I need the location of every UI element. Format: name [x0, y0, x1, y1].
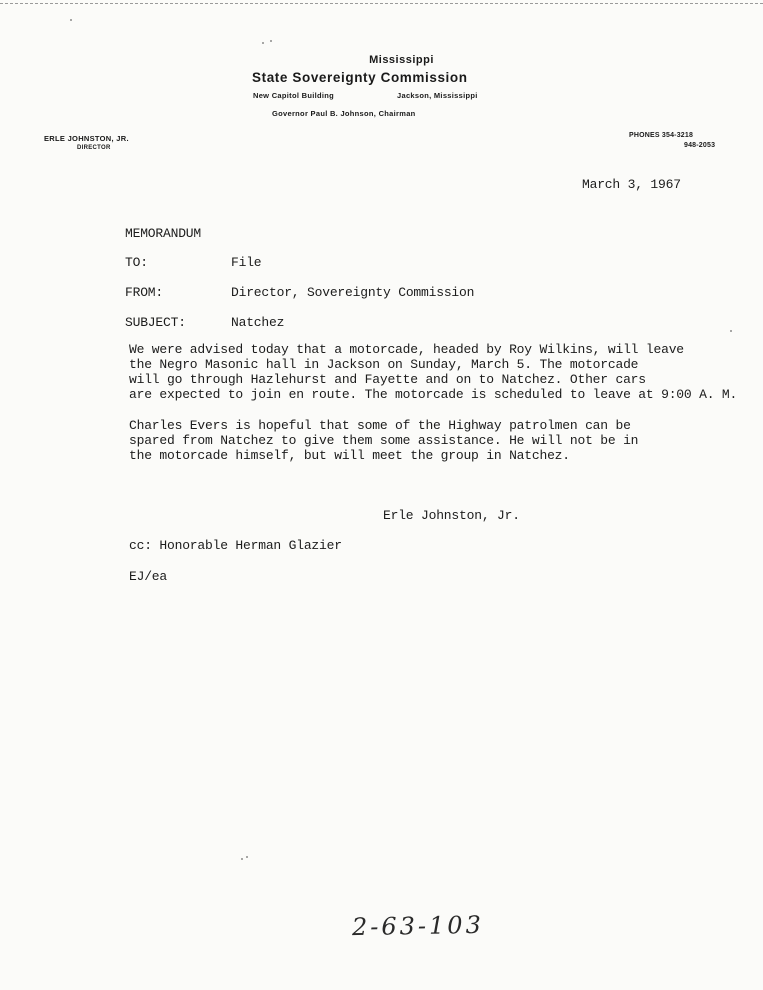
scan-speck: [262, 42, 264, 44]
handwritten-file-number: 2-63-103: [351, 910, 485, 942]
body-paragraph-2: [129, 418, 638, 463]
signature-name: Erle Johnston, Jr.: [383, 508, 520, 523]
top-edge-rule: [0, 3, 763, 4]
subject-value: Natchez: [231, 315, 285, 330]
typist-initials: EJ/ea: [129, 569, 168, 584]
body-line: the motorcade himself, but will meet the group in Natchez.: [129, 448, 570, 463]
scan-speck: [70, 19, 72, 21]
letterhead-phone-secondary: 948-2053: [684, 142, 716, 149]
letterhead-director-name: ERLE JOHNSTON, JR.: [44, 134, 129, 143]
letterhead-phone-primary: PHONES 354-3218: [629, 132, 694, 139]
body-line: Charles Evers is hopeful that some of the Highway patrolmen can be: [129, 418, 631, 433]
letterhead-address-building: New Capitol Building: [253, 91, 334, 100]
letterhead-governor: Governor Paul B. Johnson, Chairman: [272, 109, 416, 118]
body-line: will go through Hazlehurst and Fayette and on to Natchez. Other cars: [129, 372, 646, 387]
body-line: the Negro Masonic hall in Jackson on Sunday, March 5. The motorcade: [129, 357, 639, 372]
to-label: TO:: [125, 255, 148, 270]
from-label: FROM:: [125, 285, 164, 300]
memo-date: March 3, 1967: [582, 177, 681, 192]
body-line: are expected to join en route. The motorcade is scheduled to leave at 9:00 A. M.: [129, 387, 738, 402]
letterhead-organization: State Sovereignty Commission: [252, 70, 468, 85]
scan-speck: [246, 856, 248, 858]
memo-heading: MEMORANDUM: [125, 226, 202, 241]
scan-speck: [241, 858, 243, 860]
from-value: Director, Sovereignty Commission: [231, 285, 475, 300]
letterhead-address-city: Jackson, Mississippi: [397, 91, 478, 100]
body-line: We were advised today that a motorcade, headed by Roy Wilkins, will leave: [129, 342, 684, 357]
body-line: spared from Natchez to give them some assistance. He will not be in: [129, 433, 639, 448]
subject-label: SUBJECT:: [125, 315, 186, 330]
cc-line: cc: Honorable Herman Glazier: [129, 538, 342, 553]
to-value: File: [231, 255, 262, 270]
body-paragraph-1: [129, 342, 737, 402]
letterhead-state: Mississippi: [369, 54, 434, 66]
scan-speck: [270, 40, 272, 42]
letterhead-director-title: DIRECTOR: [77, 145, 111, 151]
scan-speck: [730, 330, 732, 332]
